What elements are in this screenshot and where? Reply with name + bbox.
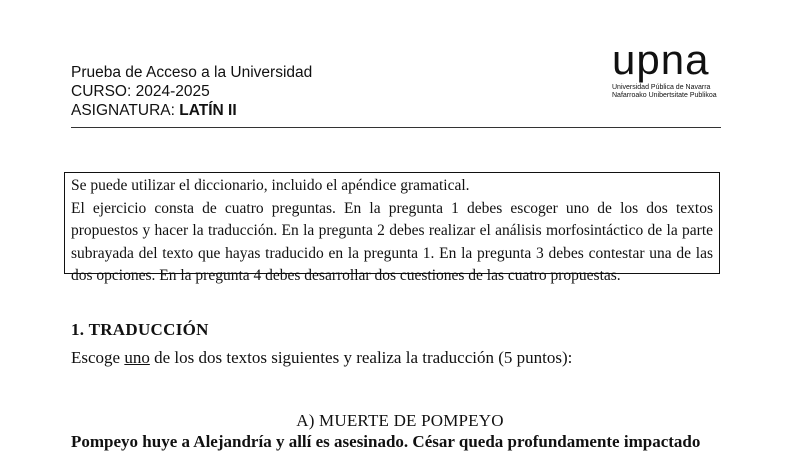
instruction-text-after: de los dos textos siguientes y realiza la traducción (5 puntos): [149, 348, 573, 367]
section-title: 1. TRADUCCIÓN [71, 320, 209, 339]
exam-title: Prueba de Acceso a la Universidad [71, 64, 313, 81]
instructions-line-2: El ejercicio consta de cuatro preguntas. En la pregunta 1 debes escoger uno de los dos textos propuestos y hacer la traducción. En la pregunta 2 debes realizar el análisis morfosintáctico de la parte subrayada del texto que hayas traducido en la pregunta 1. En la pregunta 3 debes contestar una de las dos opciones. En la pregunta 4 debes desarrollar dos cuestiones de las cuatro propuestas. [71, 199, 713, 284]
instructions-line-1: Se puede utilizar el diccionario, incluido el apéndice gramatical. [71, 177, 470, 194]
text-a-subtitle: Pompeyo huye a Alejandría y allí es asesinado. César queda profundamente impactado [71, 432, 701, 451]
course-year: CURSO: 2024-2025 [71, 83, 210, 100]
exam-header [71, 63, 312, 120]
subject-label: ASIGNATURA: [71, 102, 180, 119]
text-a-title: A) MUERTE DE POMPEYO [296, 411, 504, 430]
section-instruction [71, 348, 572, 368]
subject-line [71, 101, 312, 120]
logo-wordmark: upna [612, 36, 710, 83]
instruction-underlined-word: uno [124, 348, 150, 367]
instruction-text-before: Escoge [71, 348, 125, 367]
instructions-box [64, 172, 720, 284]
subject-name: LATÍN II [179, 102, 237, 119]
upna-logo [612, 36, 724, 100]
logo-tagline-es: Universidad Pública de Navarra [612, 84, 711, 91]
logo-tagline-eu: Nafarroako Unibertsitate Publikoa [612, 92, 717, 99]
header-divider [71, 127, 721, 128]
